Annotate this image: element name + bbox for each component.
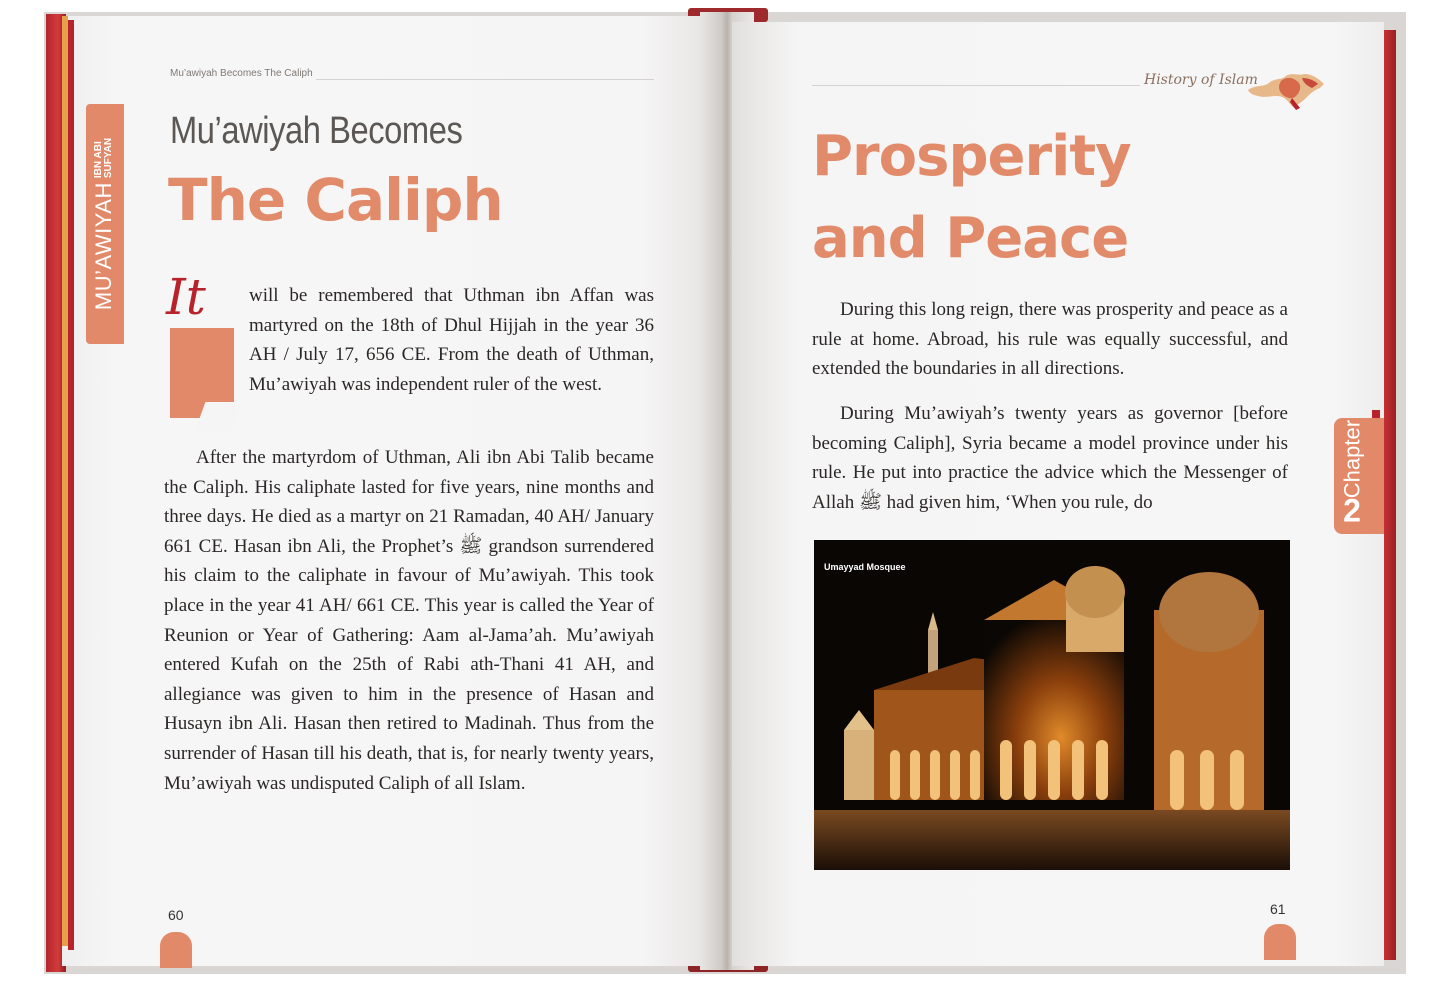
map-icon [1246,68,1328,110]
right-title-line1: Prosperity [812,124,1131,189]
mosque-illustration [814,540,1290,870]
left-title-line1: Mu’awiyah Becomes [170,110,463,152]
running-head-rule [316,79,654,80]
left-paragraph-2 [164,443,654,798]
photo-caption: Umayyad Mosquee [824,562,906,572]
series-rule [812,85,1140,86]
left-paragraph-1-text: will be remembered that Uthman ibn Affan was martyred on the 18th of Dhul Hijjah in the year 36 AH / July 17, 656 CE. From the death of Uthman, Mu’awiyah was independent ruler of the west. [249,285,654,395]
right-page-number-tab [1264,924,1296,960]
drop-cap: It [166,268,206,326]
left-page-number: 60 [168,907,184,923]
umayyad-mosque-photo [814,540,1290,870]
side-tab-label [91,138,117,310]
side-tab-sub-line2: SUFYAN [103,137,114,179]
right-paragraph-1-text: During this long reign, there was prosperity and peace as a rule at home. Abroad, his rule was equally successful, and extended the boundaries in all directions. [812,299,1288,380]
right-paragraph-1 [812,295,1288,384]
left-title-line2: The Caliph [168,166,503,234]
running-head: Mu’awiyah Becomes The Caliph [170,68,313,79]
left-paragraph-2-text: After the martyrdom of Uthman, Ali ibn Abi Talib became the Caliph. His caliphate lasted for five years, nine months and three days. He died as a martyr on 21 Ramadan, 40 AH/ January 661 CE. Hasan ibn Ali, the Prophet’s ﷺ grandson surrendered his claim to the caliphate in favour of Mu’awiyah. This took place in the year 41 AH/ 661 CE. This year is called the Year of Reunion or Year of Gathering: Aam al-Jama’ah. Mu’awiyah entered Kufah on the 25th of Rabi ath-Thani 41 AH, and allegiance was given to him in the presence of Hasan and Husayn ibn Ali. Hasan then retired to Madinah. Thus from the surrender of Hasan till his death, that is, for nearly twenty years, Mu’awiyah was undisputed Caliph of all Islam. [164,447,654,794]
right-title-line2: and Peace [812,206,1129,271]
side-tab-sub-label [94,138,114,178]
right-paragraph-2-text: During Mu’awiyah’s twenty years as governor [before becoming Caliph], Syria became a model province under his rule. He put into practice the advice which the Messenger of Allah ﷺ had given him, ‘When you rule, do [812,403,1288,513]
side-tab-sub-line1: IBN ABI [93,141,104,179]
chapter-label [1334,419,1371,529]
book-cover-right-edge [1384,30,1396,960]
right-page-number: 61 [1270,901,1286,917]
chapter-number: 2 [1343,492,1361,529]
right-paragraph-2 [812,399,1288,517]
series-title: History of Islam [1144,72,1258,88]
left-paragraph-1 [249,281,654,399]
left-margin-stripe-red [68,20,74,950]
left-page-number-tab [160,932,192,968]
side-tab-main-label: MU’AWIYAH [91,182,116,311]
chapter-word: Chapter [1339,419,1364,499]
